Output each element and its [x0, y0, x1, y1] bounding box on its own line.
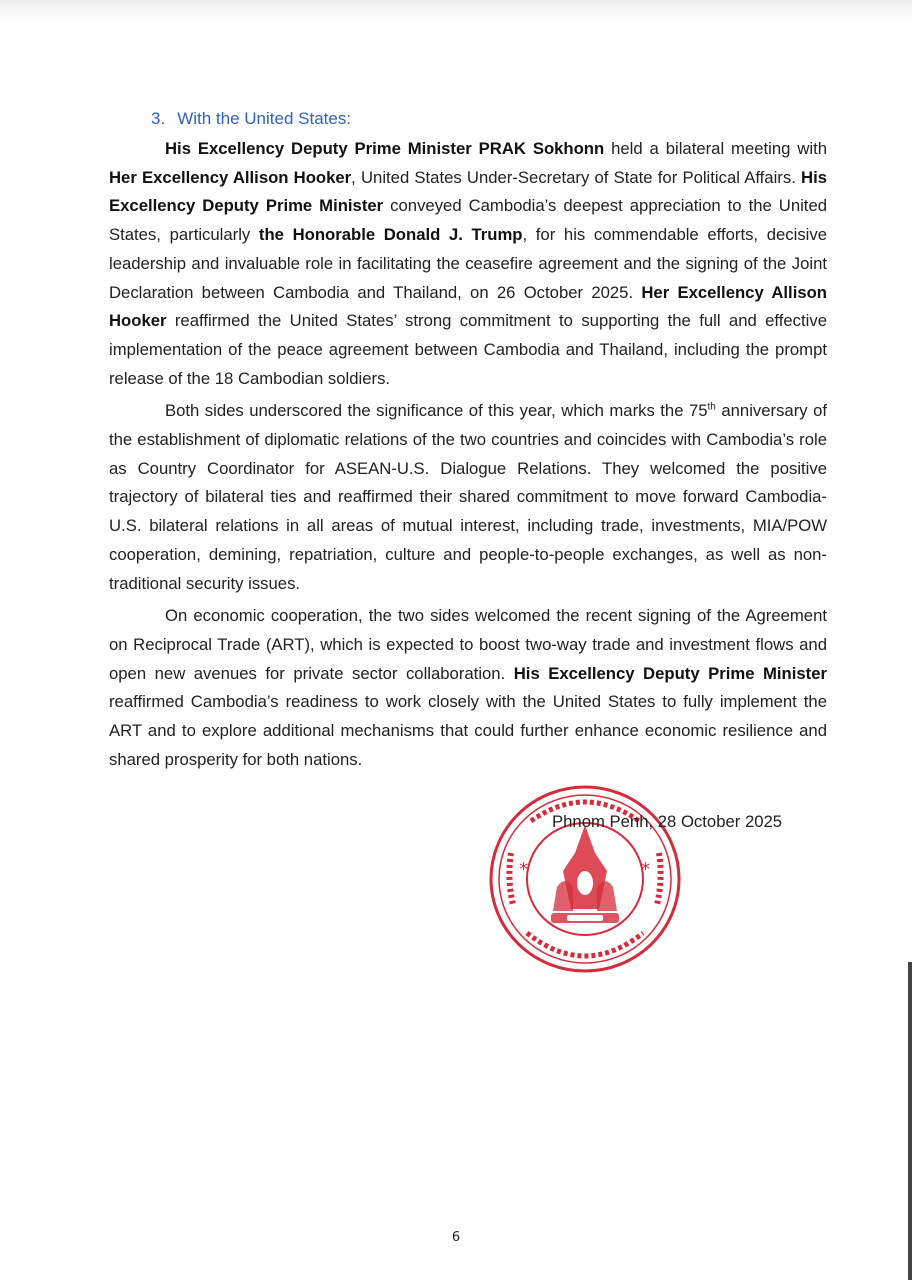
document-body	[109, 104, 827, 778]
place-date: Phnom Penh, 28 October 2025	[552, 812, 783, 831]
text-run: reaffirmed the United States’ strong commitment to supporting the full and effective implementation of the peace agreement between Cambodia and Thailand, including the prompt release of the 18 Cambodian soldiers.	[109, 311, 827, 388]
text-run: held a bilateral meeting with	[604, 139, 827, 158]
bold-name: the Honorable Donald J. Trump	[258, 225, 523, 245]
text-run: , for his commendable efforts, decisive leadership and invaluable role in facilitating the ceasefire agreement and the signing of the Joint Declaration between Cambodia and Thailand, on 26 October 2025.	[109, 225, 827, 302]
bold-name: His Excellency Deputy Prime Minister	[513, 663, 828, 683]
paragraph-anniversary	[109, 397, 827, 598]
bold-name: His Excellency Deputy Prime Minister PRAK Sokhonn	[165, 139, 605, 158]
text-run: , United States Under-Secretary of State for Political Affairs.	[351, 167, 802, 187]
ordinal-superscript: th	[707, 401, 716, 413]
bold-name: Her Excellency Allison Hooker	[109, 282, 827, 331]
svg-text:*: *	[519, 859, 528, 880]
section-title: With the United States:	[177, 109, 352, 128]
section-number: 3.	[151, 109, 166, 128]
paragraph-meeting	[109, 135, 827, 393]
text-run: On economic cooperation, the two sides welcomed the recent signing of the Agreement on Reciprocal Trade (ART), which is expected to boost two-way trade and investment flows and open new avenues for private sector collaboration.	[109, 606, 827, 683]
svg-text:*: *	[641, 859, 650, 880]
text-run: conveyed Cambodia’s deepest appreciation to the United States, particularly	[109, 196, 827, 245]
text-run: Both sides underscored the significance of this year, which marks the 75	[165, 401, 708, 421]
paragraph-economic	[109, 602, 827, 774]
text-run: anniversary of the establishment of diplomatic relations of the two countries and coincides with Cambodia’s role as Country Coordinator for ASEAN-U.S. Dialogue Relations. They welcomed the positive trajectory of bilateral ties and reaffirmed their shared commitment to move forward Cambodia-U.S. bilateral relations in all areas of mutual interest, including trade, investments, MIA/POW cooperation, demining, repatriation, culture and people-to-people exchanges, as well as non-traditional security issues.	[109, 401, 827, 593]
text-run: reaffirmed Cambodia’s readiness to work closely with the United States to fully implement the ART and to explore additional mechanisms that could further enhance economic resilience and shared prosperity for both nations.	[109, 692, 827, 769]
bold-name: His Excellency Deputy Prime Minister	[109, 167, 827, 216]
page-number: 6	[451, 1230, 461, 1245]
section-heading	[151, 104, 869, 133]
scan-top-shade	[0, 0, 912, 22]
bold-name: Her Excellency Allison Hooker	[109, 167, 352, 187]
